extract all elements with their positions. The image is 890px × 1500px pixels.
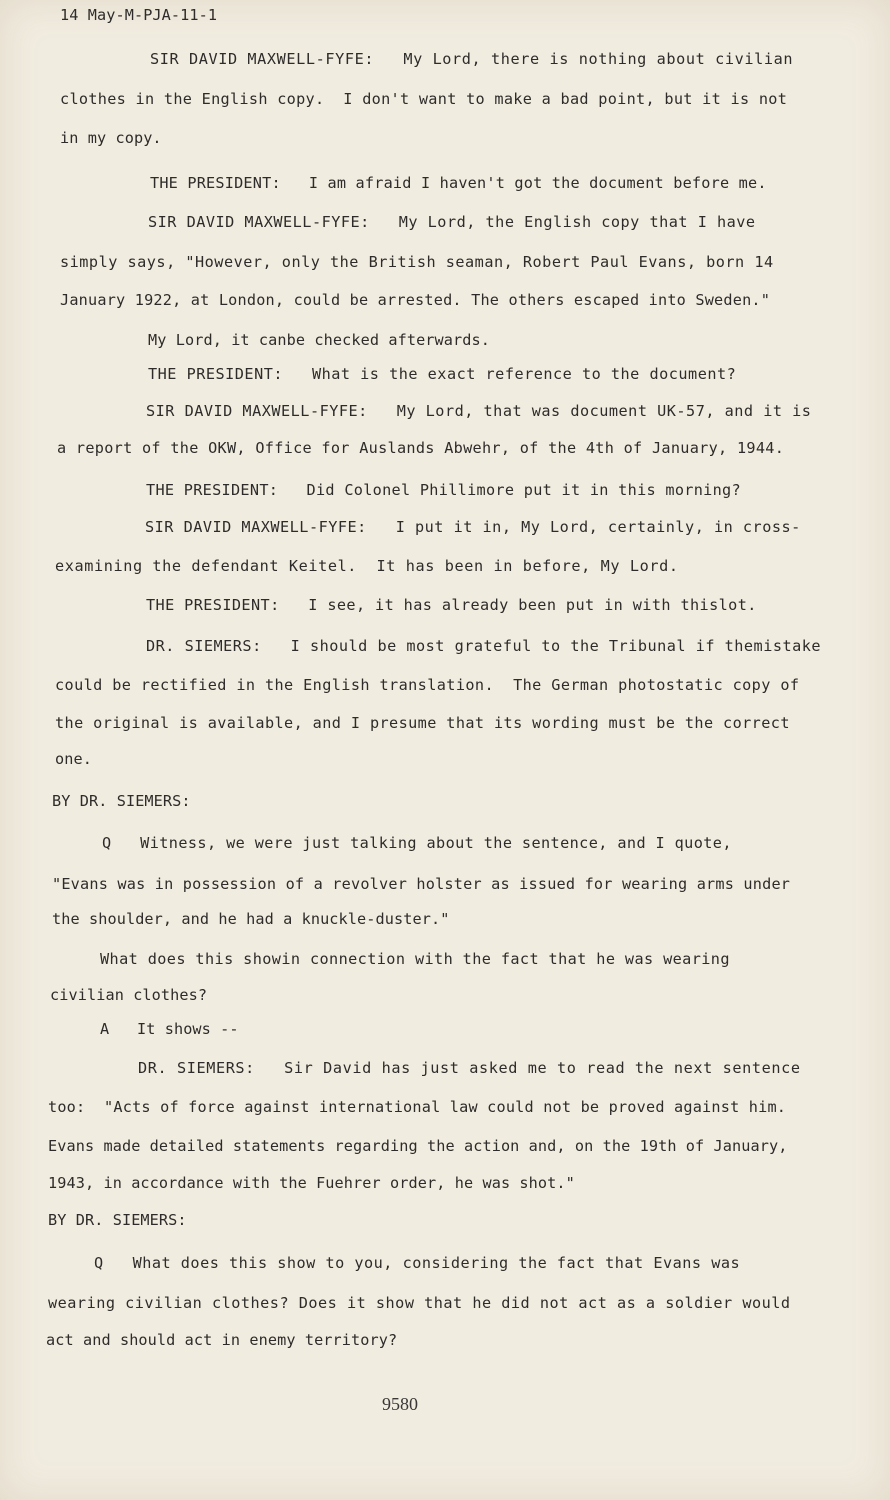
page-header: 14 May-M-PJA-11-1 [60,6,218,24]
transcript-line: wearing civilian clothes? Does it show that he did not act as a soldier would [48,1294,791,1312]
transcript-line: THE PRESIDENT: Did Colonel Phillimore put it in this morning? [146,481,741,499]
transcript-line: act and should act in enemy territory? [46,1331,398,1349]
transcript-line: civilian clothes? [50,986,208,1004]
transcript-line: "Evans was in possession of a revolver holster as issued for wearing arms under [52,875,791,893]
transcript-line: Evans made detailed statements regarding the action and, on the 19th of January, [48,1137,788,1155]
transcript-line: A It shows -- [100,1020,239,1038]
transcript-line: too: "Acts of force against international law could not be proved against him. [48,1098,787,1116]
transcript-line: THE PRESIDENT: I see, it has already been put in with thislot. [146,596,757,614]
transcript-line: a report of the OKW, Office for Auslands Abwehr, of the 4th of January, 1944. [57,439,785,457]
transcript-line: DR. SIEMERS: Sir David has just asked me to read the next sentence [138,1059,801,1077]
transcript-line: SIR DAVID MAXWELL-FYFE: My Lord, that was document UK-57, and it is [146,402,812,420]
transcript-line: 1943, in accordance with the Fuehrer order, he was shot." [48,1174,575,1192]
transcript-line: could be rectified in the English translation. The German photostatic copy of [55,676,800,694]
transcript-line: THE PRESIDENT: What is the exact reference to the document? [148,365,737,383]
transcript-line: in my copy. [60,129,162,147]
transcript-line: BY DR. SIEMERS: [52,792,191,810]
transcript-line: DR. SIEMERS: I should be most grateful to the Tribunal if themistake [146,637,822,655]
transcript-line: What does this showin connection with the fact that he was wearing [100,950,730,968]
page-number: 9580 [382,1394,418,1414]
transcript-line: SIR DAVID MAXWELL-FYFE: I put it in, My Lord, certainly, in cross- [145,518,801,536]
transcript-line: the original is available, and I presume that its wording must be the correct [55,714,790,732]
transcript-line: January 1922, at London, could be arrested. The others escaped into Sweden." [60,291,771,309]
transcript-line: SIR DAVID MAXWELL-FYFE: My Lord, there is nothing about civilian [150,50,794,68]
transcript-line: one. [55,750,92,768]
transcript-line: SIR DAVID MAXWELL-FYFE: My Lord, the English copy that I have [148,213,756,231]
transcript-line: My Lord, it canbe checked afterwards. [148,331,491,349]
transcript-line: BY DR. SIEMERS: [48,1211,187,1229]
transcript-line: THE PRESIDENT: I am afraid I haven't got the document before me. [150,174,767,192]
transcript-line: Q Witness, we were just talking about the sentence, and I quote, [102,834,732,852]
transcript-line: simply says, "However, only the British seaman, Robert Paul Evans, born 14 [60,253,774,271]
transcript-line: clothes in the English copy. I don't want to make a bad point, but it is not [60,90,788,108]
transcript-line: examining the defendant Keitel. It has been in before, My Lord. [55,557,679,575]
transcript-line: Q What does this show to you, considering the fact that Evans was [94,1254,741,1272]
transcript-line: the shoulder, and he had a knuckle-duster." [52,910,450,928]
